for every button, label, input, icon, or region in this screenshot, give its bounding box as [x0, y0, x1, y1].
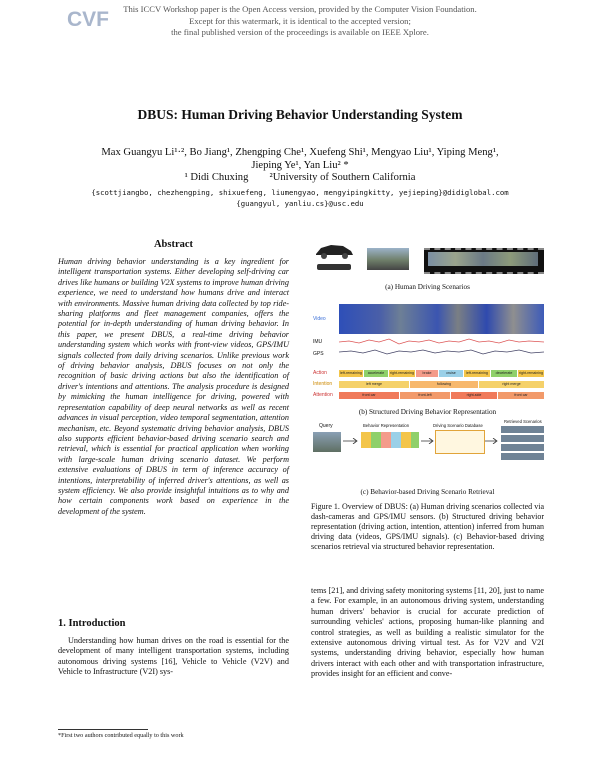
abstract-text: Human driving behavior understanding is a key ingredient for intelligent transportation systems. Either developing self-driving car drives like humans or building V2X systems to improve human driving experience, we need to understand how humans drive and interact with environments. Massive human driving data collected by top ride-sharing platforms and fleet management companies, offers the potential for in-depth understanding of human driving behavior. In this paper, we present DBUS, a real-time driving behavior understanding system which works with front-view videos, GPS/IMU signals collected from daily driving scenarios. Unlike previous work of driving behavior analysis, DBUS focuses on not only the recognition of basic driving actions but also the identification of driver's intentions and attentions. The analysis procedure is designed by mimicking the human intelligence for driving, powered with representation capability of deep neural networks as well as recent advances in visual perception, video temporal segmentation, attention mechanism, etc. Beyond systematic driving behavior analysis, DBUS also supports efficient behavior-based driving scenario search and retrieval, which is essential for practical application when working with large-scale human driving scenario dataset. We perform extensive evaluations of DBUS in term of inference accuracy of intentions, interpretability of inferred driver's attentions, as well as system efficiency. We also provide insightful intuitions as to why and how certain components work based on experience in the development of the system. [58, 257, 289, 516]
retrieved-scenarios [501, 426, 544, 462]
emails-line-2: {guangyul, yanliu.cs}@usc.edu [236, 198, 364, 208]
intention-band: following [410, 381, 478, 388]
scenario-snapshot [367, 248, 409, 270]
abstract-heading: Abstract [153, 239, 194, 250]
author-emails [55, 188, 545, 209]
arrow-icon [343, 438, 359, 444]
figure-1 [311, 236, 544, 499]
watermark-line-2: Except for this watermark, it is identical to the accepted version; [189, 15, 411, 26]
paper-title: DBUS: Human Driving Behavior Understanding System [137, 107, 463, 122]
dashcam-icon [316, 262, 352, 272]
action-band: cruise [439, 370, 463, 377]
action-label: Action [313, 370, 327, 376]
introduction-heading: 1. Introduction [58, 618, 126, 629]
query-label: Query [319, 423, 333, 429]
imu-label: IMU [313, 339, 323, 345]
footnote-rule [58, 729, 148, 730]
attention-band: right-side [451, 392, 497, 399]
watermark-line-1: This ICCV Workshop paper is the Open Access version, provided by the Computer Vision Foundation. [123, 4, 477, 14]
cvf-logo-text: CVF [67, 8, 109, 31]
emails-line-1: {scottjiangbo, chezhengping, shixuefeng, liumengyao, mengyipingkitty, yejieping}@didiglobal.com [91, 188, 509, 197]
action-band: decelerate [491, 370, 517, 377]
figure-1-caption: Figure 1. Overview of DBUS: (a) Human driving scenarios collected via dash-cameras and GPS/IMU sensors. (b) Structured driving behavior representation (driving action, intention, attention) inferred from human driving data (videos, GPS/IMU signals). (c) Behavior-based driving scenarios retrieval via structured behavior representation. [311, 502, 544, 551]
right-column-text: tems [21], and driving safety monitoring systems [11, 20], just to name a few. For example, in an autonomous driving system, understanding human drivers' behavior is crucial for accurate prediction of surrounding vehicles' actions, proposing human-like planning and control strategies, as well as building a realistic simulator for the extensive autonomous driving virtual test. As for V2V and V2I systems, understanding driving behavior, especially how human drivers interact with each other and with transportation infrastructure, provides insight for an efficient and conve- [311, 586, 544, 679]
retrieved-scenarios-label: Retrieved Scenarios [504, 419, 542, 424]
intention-band: left merge [339, 381, 409, 388]
action-band: brake [416, 370, 438, 377]
video-frames [339, 304, 544, 334]
arrow-icon [485, 438, 499, 444]
introduction-text: Understanding how human drives on the road is essential for the development of many intelligent transportation systems, including autonomous driving systems [16], Vehicle to Vehicle (V2V) and Vehicle to Infrastructure (V2I) sys- [58, 636, 289, 677]
action-band: right-remaining [390, 371, 414, 375]
subcaption-a: (a) Human Driving Scenarios [385, 283, 470, 291]
behavior-representation-bars [361, 432, 419, 448]
imu-gps-signal-plot [339, 336, 544, 360]
footnote: *First two authors contributed equally to this work [58, 732, 184, 739]
scenario-database [435, 430, 485, 454]
watermark-line-3: the final published version of the proceedings is available on IEEE Xplore. [171, 27, 429, 38]
intention-band: right merge [479, 381, 544, 388]
intention-label: Intention [313, 381, 333, 387]
open-access-watermark [0, 4, 600, 39]
gps-label: GPS [313, 351, 324, 357]
action-band: right-remaining [519, 371, 543, 375]
subcaption-b: (b) Structured Driving Behavior Representation [358, 408, 497, 416]
attention-band: front car [339, 392, 399, 399]
attention-band: front-left [400, 392, 450, 399]
affiliations: ¹ Didi Chuxing ²University of Southern California [184, 172, 416, 183]
arrow-icon [421, 438, 435, 444]
subcaption-c: (c) Behavior-based Driving Scenario Retrieval [360, 488, 495, 496]
action-band: left-remaining [464, 370, 490, 377]
action-band: left-remaining [340, 371, 362, 375]
authors-line-2: Jieping Ye¹, Yan Liu² * [251, 160, 349, 171]
attention-label: Attention [313, 392, 333, 398]
query-frame [313, 432, 341, 452]
scenario-filmstrip [424, 248, 544, 274]
attention-band: front car [498, 392, 544, 399]
authors-line-1: Max Guangyu Li¹·², Bo Jiang¹, Zhengping Che¹, Xuefeng Shi¹, Mengyao Liu¹, Yiping Meng¹, [101, 147, 499, 158]
video-label: Video [313, 316, 326, 322]
car-icon [313, 242, 355, 260]
behavior-representation-label: Behavior Representation [363, 423, 410, 428]
action-band: accelerate [364, 370, 388, 377]
author-list [60, 146, 540, 172]
database-label: Driving Scenario Database [433, 423, 483, 428]
